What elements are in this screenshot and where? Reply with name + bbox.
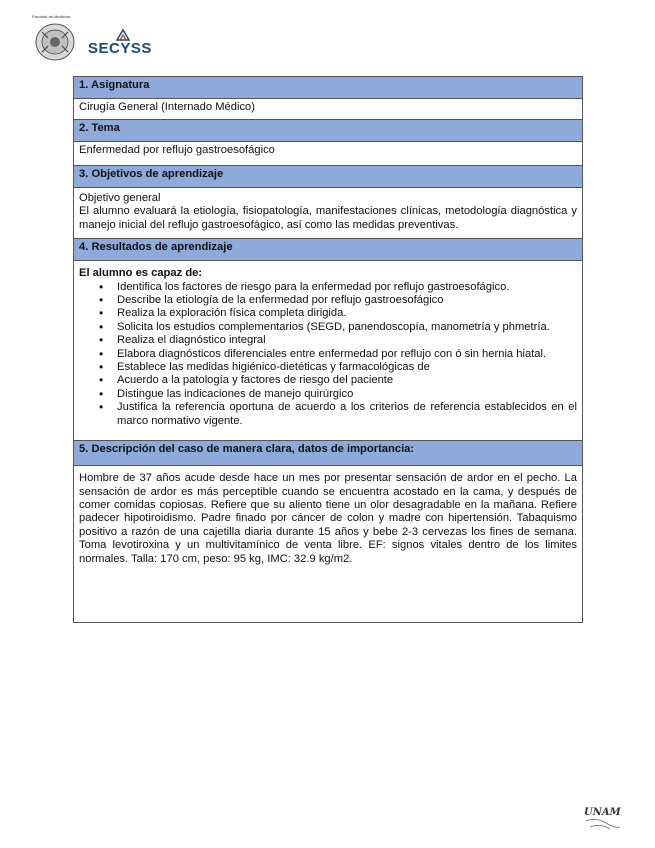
section-1-content: Cirugía General (Internado Médico) bbox=[74, 99, 583, 120]
seal-caption: Facultad de Medicina bbox=[32, 14, 71, 19]
list-item: • Establece las medidas higiénico-dietéticas y farmacológicas de bbox=[117, 361, 577, 374]
faculty-seal-logo bbox=[34, 22, 76, 62]
results-list bbox=[79, 281, 577, 428]
secyss-logo-text: SECYSS bbox=[88, 40, 152, 57]
section-2-title: 2. Tema bbox=[74, 120, 583, 142]
section-3-subtitle: Objetivo general bbox=[79, 192, 161, 204]
footer-logo-text: UNAM bbox=[584, 807, 621, 818]
section-1-title: 1. Asignatura bbox=[74, 77, 583, 99]
list-item: • Identifica los factores de riesgo para la enfermedad por reflujo gastroesofágico. bbox=[117, 281, 577, 294]
list-item: • Solicita los estudios complementarios (SEGD, panendoscopía, manometría y phmetría. bbox=[117, 321, 577, 334]
section-5-title: 5. Descripción del caso de manera clara, datos de importancia: bbox=[74, 441, 583, 466]
section-2-content: Enfermedad por reflujo gastroesofágico bbox=[74, 142, 583, 166]
section-3-content: El alumno evaluará la etiología, fisiopatología, manifestaciones clínicas, metodología diagnóstica y manejo inicial del reflujo gastroesofágico, así como las medidas preventivas. bbox=[79, 205, 577, 231]
section-4-intro: El alumno es capaz de: bbox=[79, 267, 203, 280]
secyss-logo bbox=[88, 28, 158, 62]
list-item: • Describe la etiología de la enfermedad por reflujo gastroesofágico bbox=[117, 294, 577, 307]
unam-footer-logo bbox=[582, 803, 622, 833]
document-header bbox=[28, 14, 228, 64]
section-5-content: Hombre de 37 años acude desde hace un mes por presentar sensación de ardor en el pecho. La sensación de ardor es más perceptible cuando se encuentra acostado en la cama, y después de comer comidas copiosas. Refiere que su aliento tiene un olor desagradable en la mañana. Refiere padecer hipotiroidismo. Padre finado por cáncer de colon y madre con hipertensión. Tabaquismo positivo a razón de una cajetilla diaria durante 15 años y bebe 2-3 cervezas los fines de semana. Toma levotiroxina y un multivitamínico de venta libre. EF: signos vitales dentro de los limites normales. Talla: 170 cm, peso: 95 kg, IMC: 32.9 kg/m2. bbox=[74, 466, 583, 623]
section-3-title: 3. Objetivos de aprendizaje bbox=[74, 166, 583, 188]
list-item: • Distingue las indicaciones de manejo quirúrgico bbox=[117, 388, 577, 401]
section-4-title: 4. Resultados de aprendizaje bbox=[74, 239, 583, 261]
list-item: • Realiza la exploración física completa dirigida. bbox=[117, 307, 577, 320]
section-4-body bbox=[74, 261, 583, 441]
list-item: • Acuerdo a la patología y factores de riesgo del paciente bbox=[117, 374, 577, 387]
list-item: • Realiza el diagnóstico integral bbox=[117, 334, 577, 347]
list-item: • Justifica la referencia oportuna de acuerdo a los criterios de referencia establecidos en el marco normativo vigente. bbox=[117, 401, 577, 428]
course-form-table bbox=[73, 76, 583, 623]
section-3-body bbox=[74, 188, 583, 239]
list-item: • Elabora diagnósticos diferenciales entre enfermedad por reflujo con ó sin hernia hiatal. bbox=[117, 348, 577, 361]
